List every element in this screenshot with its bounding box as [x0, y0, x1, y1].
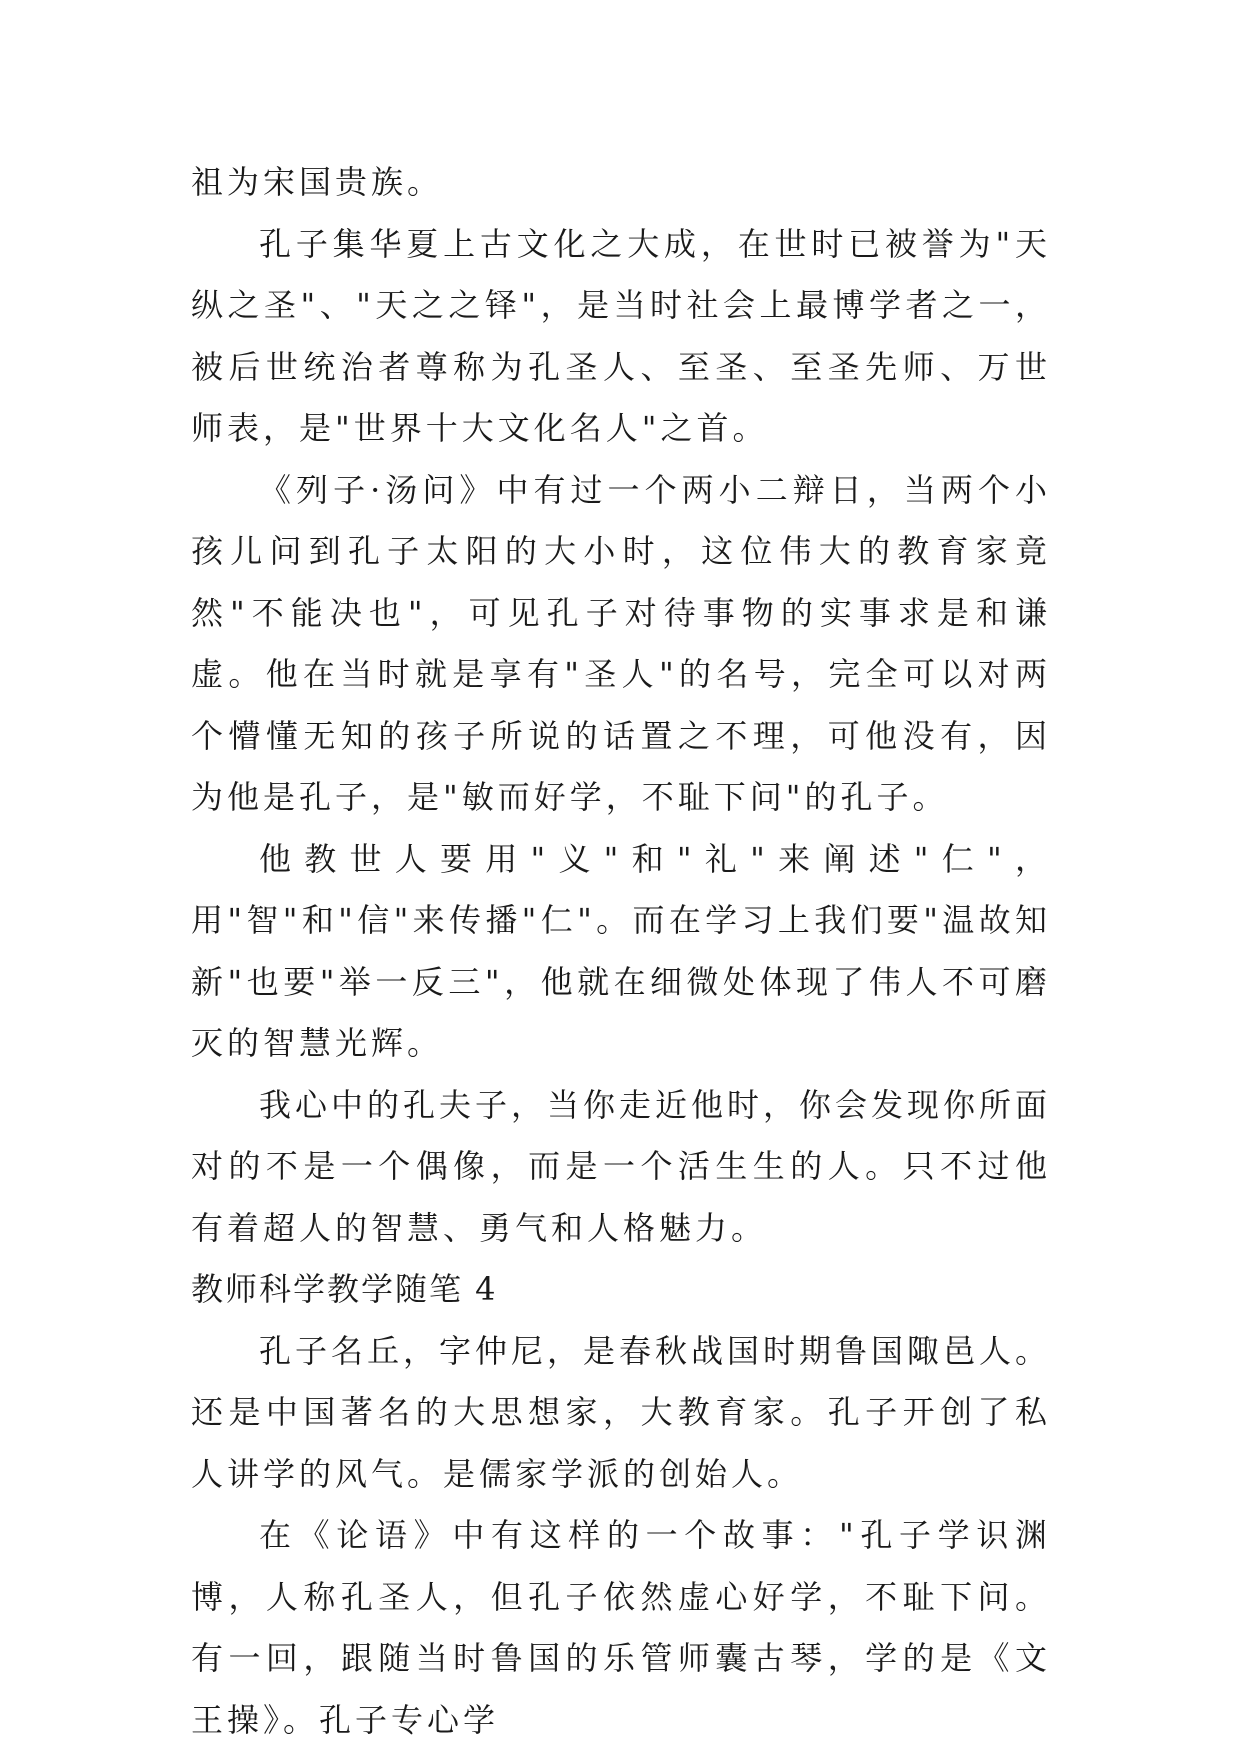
paragraph: 祖为宋国贵族。 [191, 163, 444, 201]
paragraph: 我心中的孔夫子，当你走近他时，你会发现你所面对的不是一个偶像，而是一个活生生的人。只不过他有着超人的智慧、勇气和人格魅力。 [191, 1085, 1052, 1247]
document-body [191, 152, 1051, 1751]
paragraph: 《列子·汤问》中有过一个两小二辩日，当两个小孩儿问到孔子太阳的大小时，这位伟大的教育家竟然"不能决也"，可见孔子对待事物的实事求是和谦虚。他在当时就是享有"圣人"的名号，完全可以对两个懵懂无知的孩子所说的话置之不理，可他没有，因为他是孔子，是"敏而好学，不耻下问"的孔子。 [191, 470, 1051, 816]
paragraph: 在《论语》中有这样的一个故事："孔子学识渊博，人称孔圣人，但孔子依然虚心好学，不耻下问。有一回，跟随当时鲁国的乐管师囊古琴，学的是《文王操》。孔子专心学 [191, 1516, 1051, 1739]
paragraph: 他教世人要用"义"和"礼"来阐述"仁"，用"智"和"信"来传播"仁"。而在学习上我们要"温故知新"也要"举一反三"，他就在细微处体现了伟人不可磨灭的智慧光辉。 [191, 839, 1051, 1062]
section-title: 教师科学教学随笔 4 [191, 1270, 498, 1308]
paragraph: 孔子名丘，字仲尼，是春秋战国时期鲁国陬邑人。还是中国著名的大思想家，大教育家。孔子开创了私人讲学的风气。是儒家学派的创始人。 [191, 1331, 1052, 1493]
paragraph: 孔子集华夏上古文化之大成，在世时已被誉为"天纵之圣"、"天之之铎"，是当时社会上最博学者之一，被后世统治者尊称为孔圣人、至圣、至圣先师、万世师表，是"世界十大文化名人"之首。 [191, 224, 1051, 447]
